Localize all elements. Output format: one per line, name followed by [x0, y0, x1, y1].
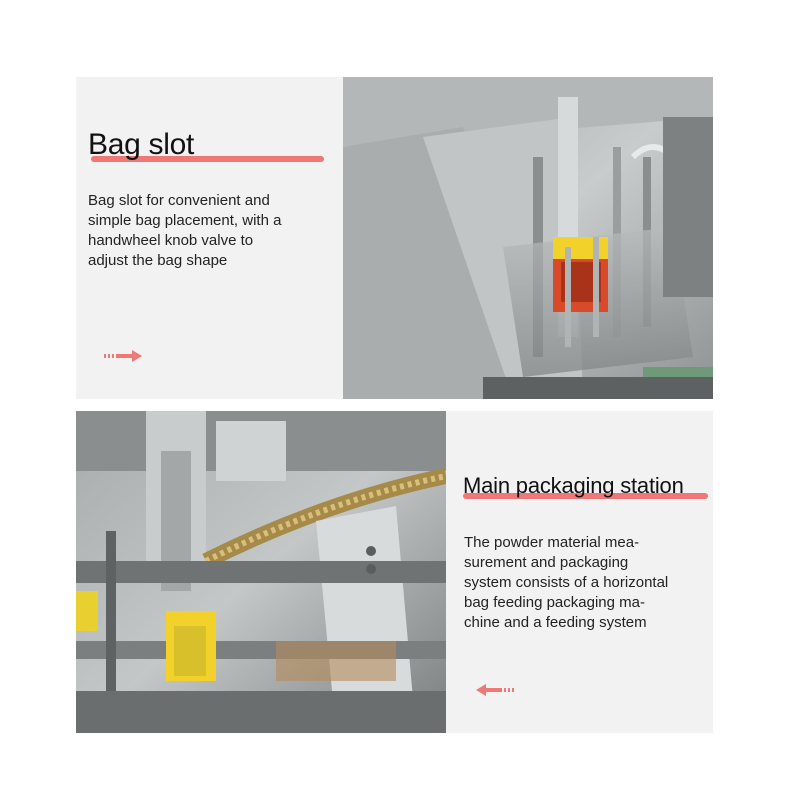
bag-slot-title: Bag slot: [88, 128, 194, 161]
description-line: adjust the bag shape: [88, 252, 228, 269]
arrow-right-icon: [104, 349, 144, 367]
packaging-station-title: Main packaging station: [463, 473, 684, 498]
description-line: handwheel knob valve to: [88, 232, 254, 249]
description-line: system consists of a horizontal: [464, 574, 669, 591]
description-line: chine and a feeding system: [464, 614, 647, 631]
bag-slot-machine-photo: [343, 77, 713, 399]
packaging-station-machine-photo: [76, 411, 446, 733]
description-line: The powder material mea-: [464, 534, 640, 551]
description-line: surement and packaging: [464, 554, 629, 571]
packaging-station-description: [464, 533, 700, 633]
bag-slot-description: [88, 191, 318, 271]
description-line: simple bag placement, with a: [88, 212, 282, 229]
description-line: bag feeding packaging ma-: [464, 594, 645, 611]
description-line: Bag slot for convenient and: [88, 192, 270, 209]
arrow-left-icon: [474, 683, 514, 701]
